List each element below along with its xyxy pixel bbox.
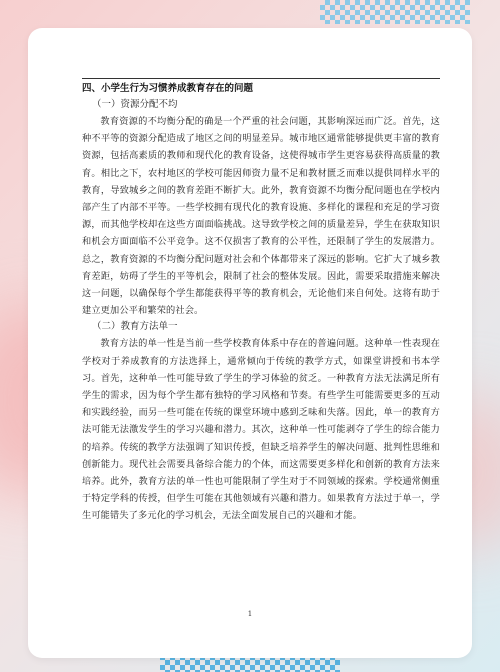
subheading-teaching-method: （二）教育方法单一: [92, 321, 178, 333]
subheading-resource-allocation: （一）资源分配不均: [92, 99, 178, 110]
document-page: [28, 28, 472, 658]
checker-pattern-top: [320, 0, 470, 24]
section-heading: 四、小学生行为习惯养成教育存在的问题: [82, 83, 254, 94]
paragraph-teaching-method: 教育方法的单一性是当前一些学校教育体系中存在的普遍问题。这种单一性表现在学校对于养成教育的方法选择上，通常倾向于传统的教学方式，如课堂讲授和书本学习。首先，这种单一性可能导致了学生的学习体验的贫乏。一种教育方法无法满足所有学生的需求，因为每个学生都有独特的学习风格和节奏。有些学生可能需要更多的互动和实践经验，而另一些可能在传统的课堂环境中感到乏味和失落。因此，单一的教育方法可能无法激发学生的学习兴趣和潜力。其次，这种单一性可能剥夺了学生的综合能力的培养。传统的教学方法强调了知识传授，但缺乏培养学生的解决问题、批判性思维和创新能力。现代社会需要具备综合能力的个体，而这需要更多样化和创新的教育方法来培养。此外，教育方法的单一性也可能限制了学生对于不同领域的探索。学校通常侧重于特定学科的传授，但学生可能在其他领域有兴趣和潜力。如果教育方法过于单一，学生可能错失了多元化的学习机会，无法全面发展自己的兴趣和才能。: [82, 338, 440, 522]
header-rule: [82, 78, 440, 79]
paragraph-resource-allocation: 教育资源的不均衡分配的确是一个严重的社会问题，其影响深远而广泛。首先，这种不平等的资源分配造成了地区之间的明显差异。城市地区通常能够提供更丰富的教育资源，包括高素质的教师和现代化的教育设备，这使得城市学生更容易获得高质量的教育。相比之下，农村地区的学校可能因师资力量不足和教材匮乏而难以提供同样水平的教育，导致城乡之间的教育差距不断扩大。此外，教育资源不均衡分配问题也在学校内部产生了内部不平等。一些学校拥有现代化的教育设施、多样化的课程和充足的学习资源，而其他学校却在这些方面面临挑战。这导致学校之间的质量差异，学生在获取知识和机会方面面临不公平竞争。这不仅损害了教育的公平性，还限制了学生的发展潜力。总之，教育资源的不均衡分配问题对社会和个体都带来了深远的影响。它扩大了城乡教育差距，妨碍了学生的平等机会，限制了社会的整体发展。因此，需要采取措施来解决这一问题，以确保每个学生都能获得平等的教育机会，无论他们来自何处。这将有助于建立更加公平和繁荣的社会。: [82, 116, 440, 317]
page-number: 1: [247, 610, 253, 618]
